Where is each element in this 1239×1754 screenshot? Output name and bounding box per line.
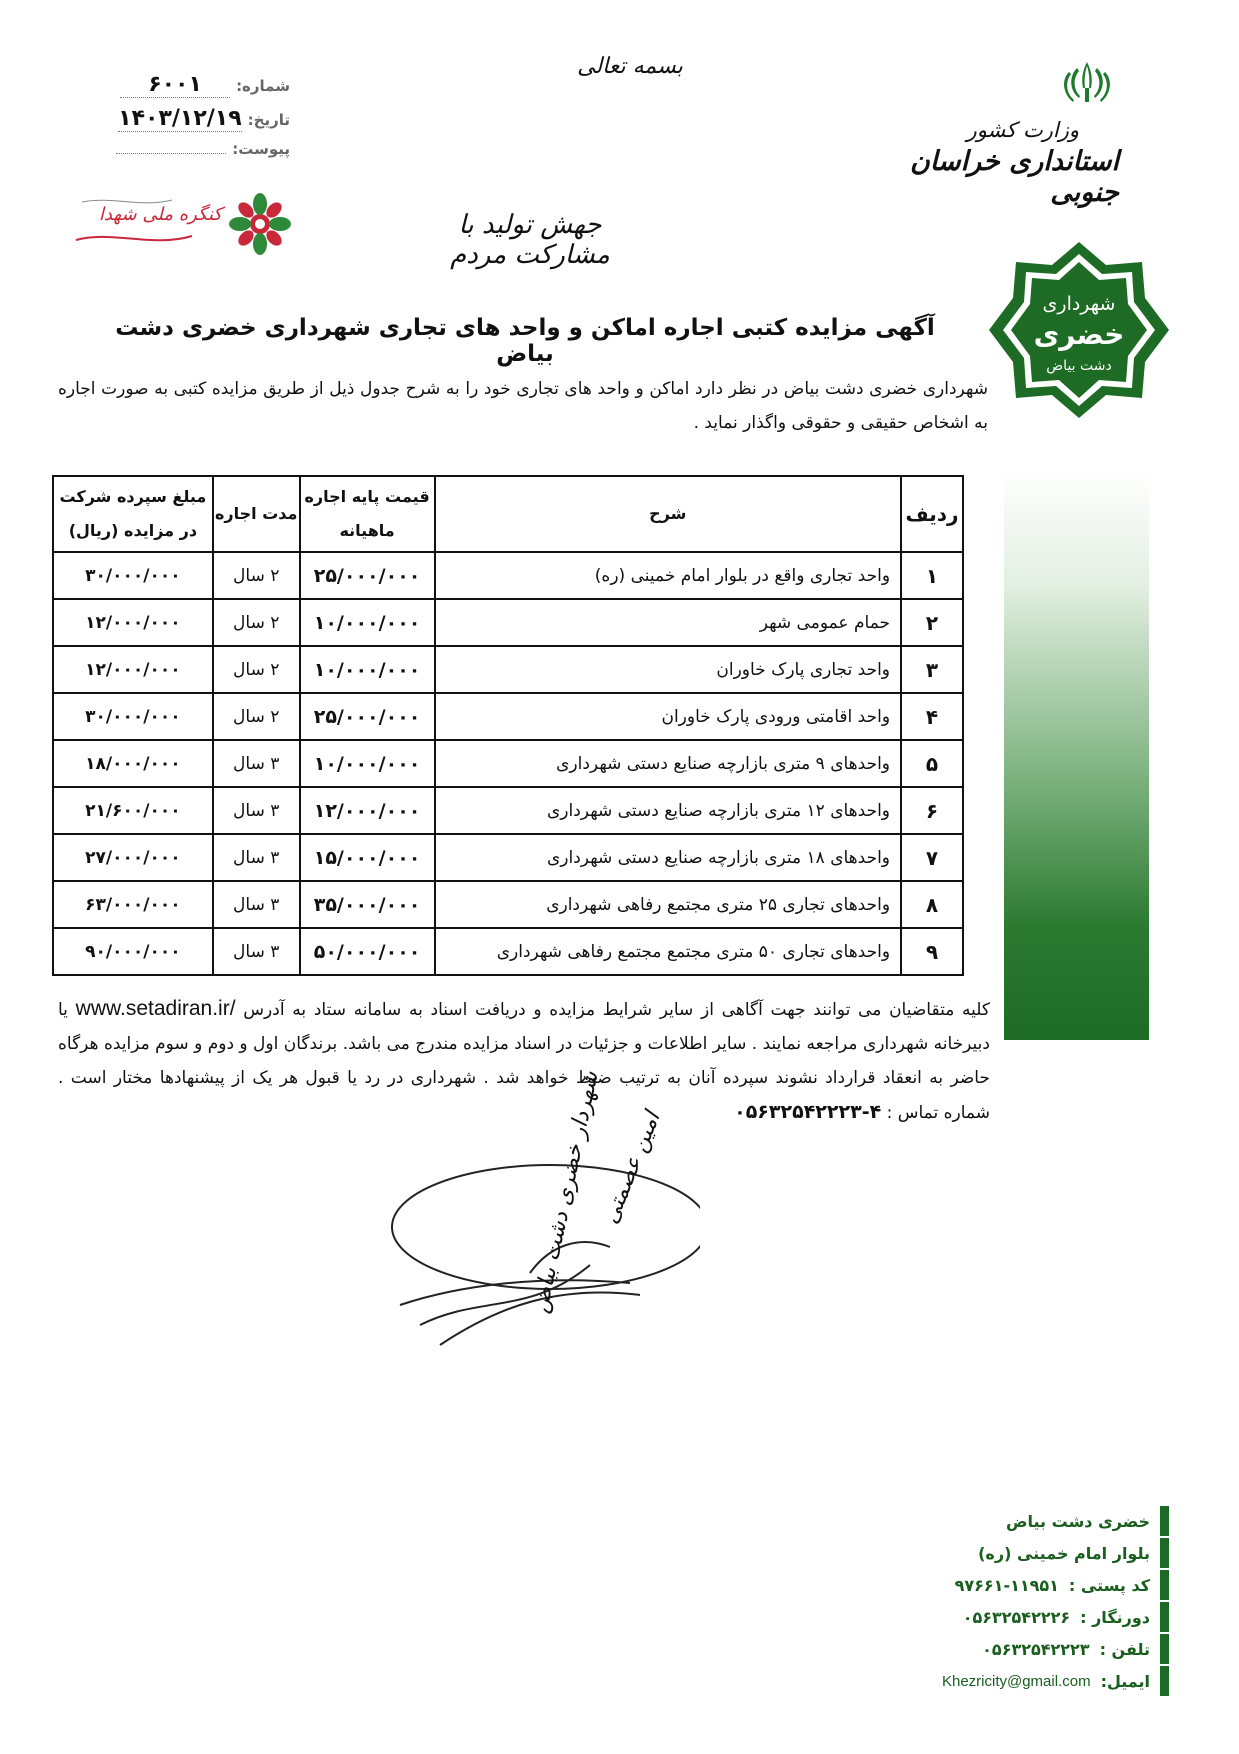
footer-bar (1160, 1570, 1169, 1600)
attachment-value (116, 153, 226, 154)
table-row (53, 881, 963, 928)
iran-emblem-icon (1055, 58, 1119, 108)
postal-value: ۹۷۶۶۱-۱۱۹۵۱ (954, 1575, 1059, 1595)
table-row (53, 552, 963, 599)
header-description: شرح (435, 476, 902, 552)
attachment-label: پیوست: (232, 140, 290, 158)
number-value: ۶۰۰۱ (120, 72, 230, 98)
postal-label: کد پستی : (1068, 1575, 1150, 1595)
row-base-price: ۱۰/۰۰۰/۰۰۰ (300, 740, 435, 787)
fax-value: ۰۵۶۳۲۵۴۲۲۲۶ (962, 1607, 1071, 1627)
row-description: واحدهای تجاری ۲۵ متری مجتمع رفاهی شهرداری (435, 881, 902, 928)
footer-city: خضری دشت بیاض (1005, 1511, 1150, 1531)
date-value: ۱۴۰۳/۱۲/۱۹ (118, 106, 242, 131)
ministry-header (899, 118, 1119, 208)
row-description: واحد تجاری پارک خاوران (435, 646, 902, 693)
footer-address-row (869, 1537, 1169, 1569)
ministry-line2: استانداری خراسان جنوبی (909, 146, 1119, 208)
seal-line3: دشت بیاض (1046, 358, 1112, 374)
date-label: تاریخ: (247, 111, 290, 129)
slogan: جهش تولید با مشارکت مردم (450, 210, 610, 270)
row-deposit: ۱۲/۰۰۰/۰۰۰ (53, 599, 213, 646)
header-row-number: ردیف (901, 476, 963, 552)
phone-label: تلفن : (1099, 1639, 1150, 1659)
table-row (53, 834, 963, 881)
email-label: ایمیل: (1100, 1671, 1150, 1691)
row-description: حمام عمومی شهر (435, 599, 902, 646)
row-duration: ۳ سال (213, 740, 300, 787)
row-base-price: ۵۰/۰۰۰/۰۰۰ (300, 928, 435, 975)
row-base-price: ۲۵/۰۰۰/۰۰۰ (300, 552, 435, 599)
seal-line1: شهرداری (1042, 293, 1116, 315)
footer-contact (869, 1505, 1169, 1697)
footer-city-row (869, 1505, 1169, 1537)
row-deposit: ۹۰/۰۰۰/۰۰۰ (53, 928, 213, 975)
row-base-price: ۱۲/۰۰۰/۰۰۰ (300, 787, 435, 834)
table-row (53, 740, 963, 787)
fax-label: دورنگار : (1080, 1607, 1150, 1627)
footer-postal-row (869, 1569, 1169, 1601)
row-duration: ۳ سال (213, 928, 300, 975)
row-number: ۲ (901, 599, 963, 646)
municipality-seal-icon (989, 240, 1169, 420)
congress-text: کنگره ملی شهدا (98, 204, 222, 225)
row-base-price: ۱۵/۰۰۰/۰۰۰ (300, 834, 435, 881)
row-description: واحدهای ۱۲ متری بازارچه صنایع دستی شهرداری (435, 787, 902, 834)
green-gradient-bar (1004, 470, 1149, 1040)
row-description: واحدهای تجاری ۵۰ متری مجتمع مجتمع رفاهی شهرداری (435, 928, 902, 975)
date-row (90, 106, 290, 140)
row-description: واحد اقامتی ورودی پارک خاوران (435, 693, 902, 740)
row-deposit: ۱۸/۰۰۰/۰۰۰ (53, 740, 213, 787)
row-number: ۶ (901, 787, 963, 834)
table-row (53, 787, 963, 834)
row-deposit: ۳۰/۰۰۰/۰۰۰ (53, 693, 213, 740)
row-base-price: ۲۵/۰۰۰/۰۰۰ (300, 693, 435, 740)
row-deposit: ۲۷/۰۰۰/۰۰۰ (53, 834, 213, 881)
row-description: واحدهای ۹ متری بازارچه صنایع دستی شهرداری (435, 740, 902, 787)
footer-bar (1160, 1506, 1169, 1536)
row-description: واحدهای ۱۸ متری بازارچه صنایع دستی شهرداری (435, 834, 902, 881)
signature-title: شهردار خضری دشت بیاض (528, 1069, 604, 1316)
row-deposit: ۳۰/۰۰۰/۰۰۰ (53, 552, 213, 599)
header-deposit: مبلغ سپرده شرکت در مزایده (ریال) (53, 476, 213, 552)
row-number: ۹ (901, 928, 963, 975)
signature-name: امین عصمتی (598, 1108, 666, 1228)
row-duration: ۲ سال (213, 693, 300, 740)
row-duration: ۳ سال (213, 834, 300, 881)
row-deposit: ۲۱/۶۰۰/۰۰۰ (53, 787, 213, 834)
table-row (53, 928, 963, 975)
footer-fax-row (869, 1601, 1169, 1633)
bismillah: بسمه تعالی (577, 54, 683, 79)
row-duration: ۲ سال (213, 599, 300, 646)
row-duration: ۲ سال (213, 552, 300, 599)
contact-phone: ۴-۰۵۶۳۲۵۴۲۲۲۳ (734, 1101, 882, 1123)
number-label: شماره: (236, 77, 290, 95)
phone-value: ۰۵۶۳۲۵۴۲۲۲۳ (982, 1639, 1090, 1659)
row-number: ۵ (901, 740, 963, 787)
footer-bar (1160, 1602, 1169, 1632)
footer-bar (1160, 1538, 1169, 1568)
footer-address: بلوار امام خمینی (ره) (978, 1543, 1150, 1563)
footer-email-row (869, 1665, 1169, 1697)
footer-bar (1160, 1634, 1169, 1664)
row-number: ۳ (901, 646, 963, 693)
header-base-price: قیمت پایه اجاره ماهیانه (300, 476, 435, 552)
row-number: ۴ (901, 693, 963, 740)
setad-link[interactable]: www.setadiran.ir/ (75, 997, 236, 1020)
conditions-part1: کلیه متقاضیان می توانند جهت آگاهی از سایر شرایط مزایده و دریافت اسناد به سامانه ستاد به آدرس (243, 1000, 991, 1020)
footer-phone-row (869, 1633, 1169, 1665)
row-base-price: ۱۰/۰۰۰/۰۰۰ (300, 599, 435, 646)
intro-paragraph: شهرداری خضری دشت بیاض در نظر دارد اماکن و واحد های تجاری خود را به شرح جدول ذیل از طریق مزایده کتبی به صورت اجاره به اشخاص حقیقی و حقوقی واگذار نماید . (58, 379, 988, 433)
row-number: ۷ (901, 834, 963, 881)
row-base-price: ۳۵/۰۰۰/۰۰۰ (300, 881, 435, 928)
table-header-row (53, 476, 963, 552)
header-duration: مدت اجاره (213, 476, 300, 552)
row-duration: ۳ سال (213, 881, 300, 928)
row-description: واحد تجاری واقع در بلوار امام خمینی (ره) (435, 552, 902, 599)
congress-logo-icon (72, 190, 297, 258)
conditions-part2: یا دبیرخانه شهرداری مراجعه نمایند . سایر اطلاعات و جزئیات در اسناد مزایده مندرج می باشد. برندگان اول و دوم و سوم مزایده هرگاه حاضر به انعقاد قرارداد نشوند سپرده آنان به ترتیب ضبط خواهد شد . شهرداری در رد یا قبول هر یک از پیشنهادها مختار است . شماره تماس : (58, 1000, 990, 1123)
email-link[interactable]: Khezricity@gmail.com (941, 1672, 1091, 1690)
letter-meta (90, 72, 290, 174)
row-deposit: ۱۲/۰۰۰/۰۰۰ (53, 646, 213, 693)
row-deposit: ۶۳/۰۰۰/۰۰۰ (53, 881, 213, 928)
footer-bar (1160, 1666, 1169, 1696)
seal-line2: خضری (1033, 318, 1125, 351)
row-number: ۸ (901, 881, 963, 928)
attachment-row (90, 140, 290, 174)
ministry-line1: وزارت کشور (966, 118, 1079, 142)
row-duration: ۳ سال (213, 787, 300, 834)
number-row (90, 72, 290, 106)
table-row (53, 646, 963, 693)
conditions-paragraph (58, 992, 990, 1130)
row-number: ۱ (901, 552, 963, 599)
table-row (53, 693, 963, 740)
row-base-price: ۱۰/۰۰۰/۰۰۰ (300, 646, 435, 693)
table-row (53, 599, 963, 646)
auction-table (52, 475, 964, 976)
notice-title: آگهی مزایده کتبی اجاره اماکن و واحد های تجاری شهرداری خضری دشت بیاض (115, 315, 935, 367)
row-duration: ۲ سال (213, 646, 300, 693)
